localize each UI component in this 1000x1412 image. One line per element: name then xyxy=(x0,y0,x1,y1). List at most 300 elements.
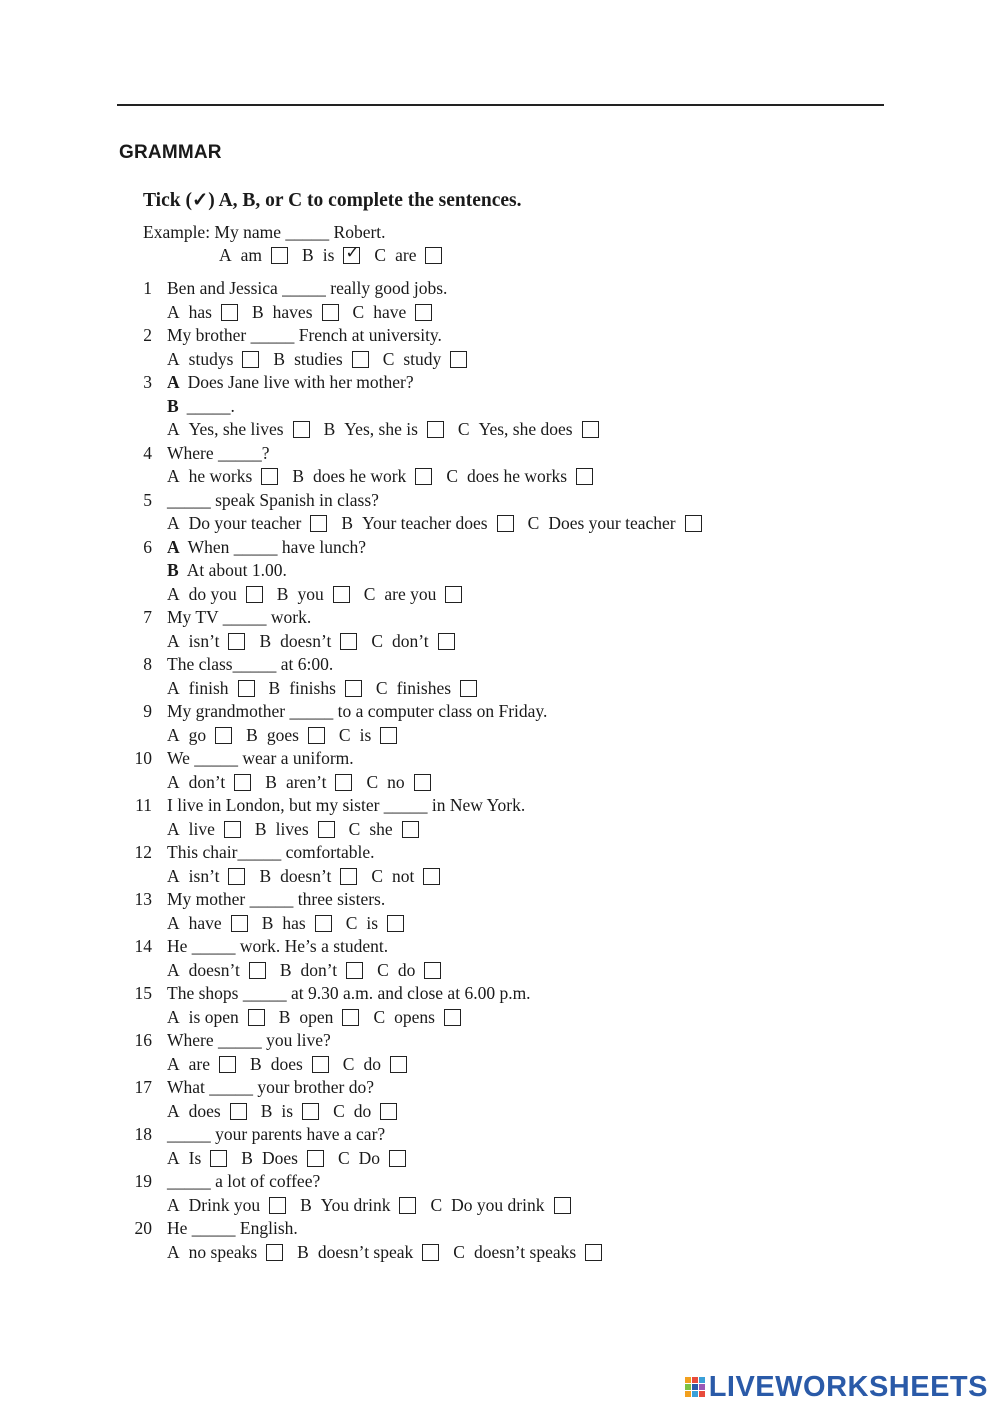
question-text xyxy=(167,395,235,419)
option-letter: B xyxy=(341,513,354,533)
option-c xyxy=(453,1241,602,1265)
answer-checkbox[interactable] xyxy=(414,774,431,791)
answer-checkbox[interactable] xyxy=(402,821,419,838)
answer-checkbox[interactable] xyxy=(345,680,362,697)
option-text: lives xyxy=(275,818,309,839)
answer-checkbox[interactable] xyxy=(582,421,599,438)
speaker-label: A xyxy=(167,536,180,557)
answer-checkbox[interactable] xyxy=(415,468,432,485)
option-a xyxy=(167,1147,227,1171)
option-c xyxy=(376,677,477,701)
option-letter: A xyxy=(167,865,180,886)
answer-checkbox[interactable] xyxy=(308,727,325,744)
sentence: Where _____ you live? xyxy=(167,1030,331,1050)
option-text: does xyxy=(188,1100,221,1121)
option-text: Does your teacher xyxy=(548,513,676,533)
answer-checkbox[interactable] xyxy=(340,868,357,885)
option-text: is open xyxy=(188,1006,239,1027)
answer-checkbox[interactable] xyxy=(310,515,327,532)
option-text: don’t xyxy=(188,771,226,792)
question-line xyxy=(0,794,1000,818)
option-a xyxy=(167,1241,283,1265)
answer-checkbox[interactable] xyxy=(342,1009,359,1026)
option-text: are xyxy=(188,1053,211,1074)
question-item xyxy=(0,794,1000,841)
option-c xyxy=(333,1100,397,1124)
answer-checkbox[interactable] xyxy=(238,680,255,697)
question-number: 8 xyxy=(143,654,152,674)
sentence: _____ speak Spanish in class? xyxy=(167,489,379,510)
option-letter: B xyxy=(251,301,264,322)
answer-checkbox[interactable] xyxy=(318,821,335,838)
answer-checkbox[interactable] xyxy=(427,421,444,438)
question-item xyxy=(0,888,1000,935)
speaker-label: A xyxy=(167,372,180,392)
question-line xyxy=(0,489,1000,513)
option-a xyxy=(167,301,238,325)
option-text: finishs xyxy=(289,677,336,698)
options-row xyxy=(0,1194,1000,1218)
option-a xyxy=(167,1194,286,1218)
answer-checkbox[interactable] xyxy=(576,468,593,485)
option-text: is xyxy=(366,912,379,933)
question-number: 18 xyxy=(134,1124,152,1144)
example-options xyxy=(219,245,456,266)
option-b xyxy=(259,865,357,889)
option-text: Drink you xyxy=(188,1194,261,1215)
options-row xyxy=(0,818,1000,842)
option-text: are you xyxy=(384,583,437,604)
question-text xyxy=(167,324,442,348)
question-text xyxy=(167,1217,298,1241)
answer-checkbox[interactable] xyxy=(261,468,278,485)
answer-checkbox[interactable] xyxy=(293,421,310,438)
option-b xyxy=(297,1241,439,1265)
option-b xyxy=(341,512,513,536)
question-number: 1 xyxy=(143,278,152,298)
logo-text: LIVEWORKSHEETS xyxy=(708,1370,988,1403)
option-text: don’t xyxy=(392,630,429,651)
question-item xyxy=(0,536,1000,607)
answer-checkbox[interactable] xyxy=(234,774,251,791)
question-line xyxy=(0,888,1000,912)
question-item xyxy=(0,841,1000,888)
question-text xyxy=(167,653,333,677)
question-number: 13 xyxy=(134,889,152,909)
option-letter: C xyxy=(527,513,540,533)
sentence: This chair_____ comfortable. xyxy=(167,842,375,862)
question-text xyxy=(167,371,414,395)
option-letter: B xyxy=(259,865,272,886)
option-letter: B xyxy=(265,771,277,792)
question-item xyxy=(0,1123,1000,1170)
answer-checkbox[interactable] xyxy=(224,821,241,838)
sentence: Where _____? xyxy=(167,442,270,463)
question-line xyxy=(0,536,1000,560)
question-line xyxy=(0,982,1000,1006)
speaker-label: B xyxy=(167,395,179,416)
question-item xyxy=(0,935,1000,982)
option-letter: C xyxy=(345,912,358,933)
question-number: 16 xyxy=(134,1030,152,1050)
options xyxy=(167,771,445,795)
option-text: goes xyxy=(266,724,299,745)
option-text: do xyxy=(353,1100,372,1121)
question-text xyxy=(167,606,311,630)
options-row xyxy=(0,771,1000,795)
answer-checkbox[interactable] xyxy=(399,1197,416,1214)
option-b xyxy=(292,465,432,489)
answer-checkbox[interactable] xyxy=(269,1197,286,1214)
answer-checkbox[interactable] xyxy=(387,915,404,932)
option-a xyxy=(167,959,266,983)
answer-checkbox[interactable] xyxy=(497,515,514,532)
question-item xyxy=(0,1170,1000,1217)
answer-checkbox[interactable] xyxy=(422,1244,439,1261)
question-number: 19 xyxy=(134,1171,152,1191)
option-a xyxy=(167,583,263,607)
option-text: aren’t xyxy=(285,771,327,792)
answer-checkbox[interactable] xyxy=(312,1056,329,1073)
answer-checkbox[interactable] xyxy=(322,304,339,321)
answer-checkbox[interactable] xyxy=(423,868,440,885)
option-letter: A xyxy=(167,1241,180,1262)
options-row xyxy=(0,348,1000,372)
option-text: do xyxy=(363,1053,381,1074)
options-row xyxy=(0,724,1000,748)
answer-checkbox[interactable] xyxy=(380,1103,397,1120)
question-text xyxy=(167,1123,385,1147)
option-text: am xyxy=(240,245,263,265)
question-item xyxy=(0,700,1000,747)
question-text xyxy=(167,559,287,583)
sentence: _____ a lot of coffee? xyxy=(167,1171,321,1191)
logo-square xyxy=(692,1377,698,1383)
question-item xyxy=(0,1217,1000,1264)
question-line xyxy=(0,1170,1000,1194)
answer-checkbox[interactable] xyxy=(242,351,259,368)
logo-square xyxy=(699,1391,705,1397)
question-line xyxy=(0,1217,1000,1241)
answer-checkbox[interactable] xyxy=(248,1009,265,1026)
options-row xyxy=(0,512,1000,536)
answer-checkbox[interactable] xyxy=(352,351,369,368)
option-letter: A xyxy=(167,1147,180,1168)
option-text: live xyxy=(188,818,215,839)
check-icon: ✓ xyxy=(345,243,360,263)
option-c xyxy=(346,912,404,936)
question-number: 15 xyxy=(134,983,152,1003)
option-c xyxy=(371,865,440,889)
option-text: is xyxy=(322,245,335,265)
options xyxy=(167,418,613,442)
question-number: 4 xyxy=(143,442,152,463)
option-a xyxy=(167,724,232,748)
sentence: When _____ have lunch? xyxy=(187,536,366,557)
question-line xyxy=(0,442,1000,466)
options-row xyxy=(0,1241,1000,1265)
question-line xyxy=(0,1076,1000,1100)
option-letter: A xyxy=(167,466,180,486)
answer-checkbox[interactable] xyxy=(246,586,263,603)
option-a xyxy=(167,865,245,889)
option-letter: B xyxy=(260,1100,273,1121)
answer-checkbox[interactable] xyxy=(340,633,357,650)
option-letter: C xyxy=(377,959,389,980)
question-number: 7 xyxy=(143,607,152,627)
answer-checkbox[interactable] xyxy=(228,633,245,650)
question-text xyxy=(167,536,366,560)
answer-checkbox[interactable] xyxy=(424,962,441,979)
example-sentence: Example: My name _____ Robert. xyxy=(143,222,386,242)
option-letter: C xyxy=(373,1006,386,1027)
question-item xyxy=(0,653,1000,700)
answer-checkbox[interactable] xyxy=(554,1197,571,1214)
logo-square xyxy=(692,1384,698,1390)
option-c xyxy=(349,818,419,842)
option-letter: C xyxy=(382,348,395,369)
question-text xyxy=(167,794,525,818)
option-b xyxy=(269,677,362,701)
logo-mark-icon xyxy=(685,1377,705,1397)
option-a xyxy=(167,912,248,936)
question-line xyxy=(0,606,1000,630)
option-b xyxy=(300,1194,416,1218)
answer-checkbox[interactable] xyxy=(302,1103,319,1120)
option-c xyxy=(373,1006,461,1030)
question-number: 2 xyxy=(143,325,152,345)
option-a xyxy=(167,1006,265,1030)
question-text xyxy=(167,935,388,959)
sentence: My brother _____ French at university. xyxy=(167,325,442,345)
answer-checkbox[interactable] xyxy=(343,243,360,264)
option-text: haves xyxy=(272,301,313,322)
options-row xyxy=(0,1053,1000,1077)
sentence: He _____ work. He’s a student. xyxy=(167,936,389,956)
option-letter: B xyxy=(323,419,336,439)
question-line xyxy=(0,935,1000,959)
answer-checkbox[interactable] xyxy=(425,247,442,264)
logo-square xyxy=(685,1391,691,1397)
options xyxy=(167,301,446,325)
option-text: do xyxy=(397,959,416,980)
option-letter: C xyxy=(337,1147,350,1168)
options xyxy=(167,512,716,536)
answer-checkbox[interactable] xyxy=(307,1150,324,1167)
answer-checkbox[interactable] xyxy=(389,1150,406,1167)
option-text: no speaks xyxy=(188,1241,258,1262)
question-line xyxy=(0,277,1000,301)
question-number: 17 xyxy=(134,1077,152,1097)
top-rule xyxy=(117,104,884,106)
answer-checkbox[interactable] xyxy=(346,962,363,979)
answer-checkbox[interactable] xyxy=(333,586,350,603)
sentence: I live in London, but my sister _____ in New York. xyxy=(167,795,526,815)
answer-checkbox[interactable] xyxy=(249,962,266,979)
option-c xyxy=(366,771,430,795)
option-letter: A xyxy=(167,1053,180,1074)
sentence: At about 1.00. xyxy=(186,560,287,580)
sentence: He _____ English. xyxy=(167,1218,298,1238)
question-item xyxy=(0,489,1000,536)
option-c xyxy=(528,512,702,536)
answer-checkbox[interactable] xyxy=(210,1150,227,1167)
answer-checkbox[interactable] xyxy=(266,1244,283,1261)
answer-checkbox[interactable] xyxy=(445,586,462,603)
option-text: has xyxy=(188,301,212,322)
option-letter: A xyxy=(167,677,180,698)
answer-checkbox[interactable] xyxy=(390,1056,407,1073)
option-a xyxy=(167,465,278,489)
option-text: he works xyxy=(188,466,253,486)
answer-checkbox[interactable] xyxy=(585,1244,602,1261)
options xyxy=(167,630,469,654)
answer-checkbox[interactable] xyxy=(335,774,352,791)
options xyxy=(167,465,607,489)
option-c xyxy=(446,465,593,489)
option-text: have xyxy=(373,301,407,322)
option-text: Yes, she is xyxy=(344,419,418,439)
option-letter: C xyxy=(342,1053,355,1074)
option-letter: A xyxy=(167,301,180,322)
answer-checkbox[interactable] xyxy=(380,727,397,744)
answer-checkbox[interactable] xyxy=(315,915,332,932)
options xyxy=(167,1194,585,1218)
question-line xyxy=(0,747,1000,771)
options xyxy=(167,348,481,372)
option-letter: A xyxy=(167,348,180,369)
sentence: Does Jane live with her mother? xyxy=(187,372,414,392)
options-row xyxy=(0,630,1000,654)
option-c xyxy=(339,724,397,748)
option-letter: C xyxy=(348,818,361,839)
question-line xyxy=(0,841,1000,865)
option-letter: C xyxy=(371,630,384,651)
question-number: 12 xyxy=(134,842,152,862)
question-line xyxy=(0,1123,1000,1147)
option-letter: B xyxy=(254,818,267,839)
option-a xyxy=(167,771,251,795)
question-line xyxy=(0,324,1000,348)
option-c xyxy=(371,630,454,654)
question-item xyxy=(0,277,1000,324)
option-text: You drink xyxy=(320,1194,391,1215)
option-text: studys xyxy=(188,348,234,369)
option-text: finishes xyxy=(396,677,452,698)
answer-checkbox[interactable] xyxy=(230,1103,247,1120)
option-b xyxy=(279,1006,360,1030)
answer-checkbox[interactable] xyxy=(415,304,432,321)
option-text: are xyxy=(395,245,417,265)
options xyxy=(167,865,454,889)
options xyxy=(167,959,455,983)
answer-checkbox[interactable] xyxy=(450,351,467,368)
sentence: _____. xyxy=(186,395,235,416)
sentence: _____ your parents have a car? xyxy=(167,1124,386,1144)
section-title: GRAMMAR xyxy=(119,142,222,163)
option-text: Yes, she lives xyxy=(188,419,284,439)
answer-checkbox[interactable] xyxy=(271,247,288,264)
option-c xyxy=(374,245,442,266)
question-item xyxy=(0,1076,1000,1123)
option-a xyxy=(167,630,245,654)
question-text xyxy=(167,1170,320,1194)
option-a xyxy=(167,818,241,842)
option-letter: C xyxy=(371,865,384,886)
option-c xyxy=(343,1053,407,1077)
logo-square xyxy=(692,1391,698,1397)
options xyxy=(167,1006,475,1030)
option-a xyxy=(167,512,327,536)
option-letter: C xyxy=(453,1241,465,1262)
question-item xyxy=(0,1029,1000,1076)
answer-checkbox[interactable] xyxy=(460,680,477,697)
question-line xyxy=(0,371,1000,395)
option-text: Does xyxy=(261,1147,298,1168)
options xyxy=(167,1100,411,1124)
option-b xyxy=(273,348,368,372)
option-text: doesn’t xyxy=(188,959,240,980)
option-letter: A xyxy=(167,419,180,439)
logo-square xyxy=(685,1384,691,1390)
answer-checkbox[interactable] xyxy=(215,727,232,744)
option-text: you xyxy=(297,583,324,604)
option-letter: C xyxy=(366,771,379,792)
question-item xyxy=(0,371,1000,442)
option-a xyxy=(219,245,288,266)
question-number: 5 xyxy=(143,489,152,510)
option-letter: B xyxy=(246,724,258,745)
option-text: doesn’t xyxy=(280,630,332,651)
answer-checkbox[interactable] xyxy=(231,915,248,932)
option-text: finish xyxy=(188,677,229,698)
option-a xyxy=(167,348,259,372)
sentence: Ben and Jessica _____ really good jobs. xyxy=(167,278,448,298)
answer-checkbox[interactable] xyxy=(438,633,455,650)
option-letter: A xyxy=(167,1194,180,1215)
option-b xyxy=(252,301,339,325)
option-letter: B xyxy=(279,959,292,980)
option-letter: C xyxy=(352,301,365,322)
options-row xyxy=(0,959,1000,983)
options xyxy=(167,1241,616,1265)
answer-checkbox[interactable] xyxy=(221,304,238,321)
options-row xyxy=(0,418,1000,442)
answer-checkbox[interactable] xyxy=(228,868,245,885)
answer-checkbox[interactable] xyxy=(444,1009,461,1026)
option-text: go xyxy=(188,724,207,745)
option-b xyxy=(262,912,332,936)
answer-checkbox[interactable] xyxy=(685,515,702,532)
option-text: has xyxy=(282,912,306,933)
option-c xyxy=(430,1194,570,1218)
options xyxy=(167,818,433,842)
option-letter: B xyxy=(268,677,281,698)
question-text xyxy=(167,888,385,912)
option-letter: A xyxy=(167,912,180,933)
option-letter: A xyxy=(167,724,180,745)
question-number: 10 xyxy=(134,748,152,768)
option-b xyxy=(265,771,352,795)
instruction: Tick (✓) A, B, or C to complete the sentences. xyxy=(143,190,522,211)
answer-checkbox[interactable] xyxy=(219,1056,236,1073)
question-number: 11 xyxy=(135,795,152,815)
option-letter: C xyxy=(333,1100,345,1121)
option-text: isn’t xyxy=(188,865,220,886)
option-letter: C xyxy=(430,1194,443,1215)
question-number: 6 xyxy=(143,536,152,557)
option-letter: A xyxy=(167,513,180,533)
